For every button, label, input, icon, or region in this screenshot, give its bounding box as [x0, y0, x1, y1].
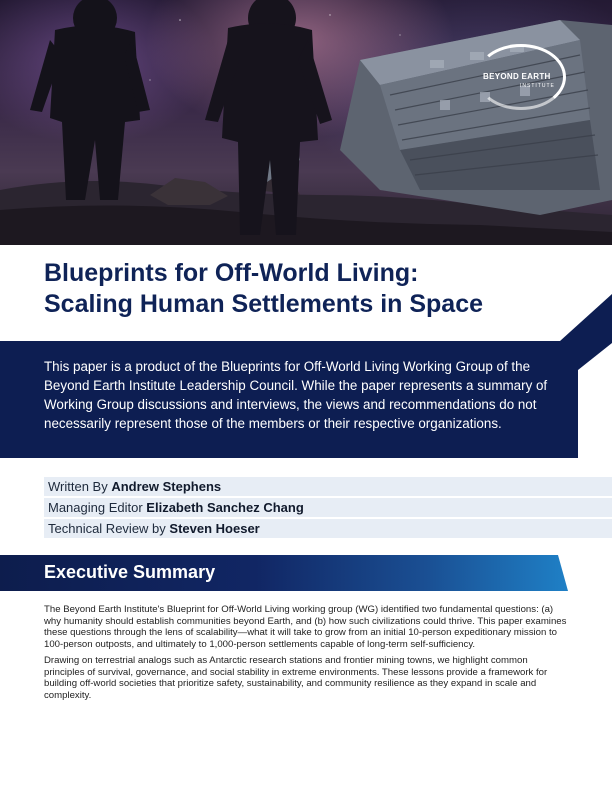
- title-line-2: Scaling Human Settlements in Space: [44, 290, 484, 318]
- credit-role: Written By: [48, 479, 108, 494]
- executive-summary-body: [44, 604, 568, 706]
- title-line-1: Blueprints for Off-World Living:: [44, 259, 419, 287]
- intro-paragraph: This paper is a product of the Blueprints for Off-World Living Working Group of the Beyond Earth Institute Leadership Council. While the paper represents a summary of Working Group discussions and interviews, the views and recommendations do not necessarily represent those of the members or their respective organizations.: [44, 359, 548, 431]
- credit-role: Technical Review by: [48, 521, 166, 536]
- credit-name: Steven Hoeser: [169, 521, 260, 536]
- credit-name: Andrew Stephens: [111, 479, 222, 494]
- credit-name: Elizabeth Sanchez Chang: [146, 500, 304, 515]
- summary-paragraph-2: Drawing on terrestrial analogs such as Antarctic research stations and frontier mining towns, we highlight common principles of survival, governance, and social stability in extreme environments. These lessons provide a framework for building off-world societies that prioritize safety, sustainability, and community resilience as they expand in scale and complexity.: [44, 654, 548, 701]
- summary-paragraph-1: The Beyond Earth Institute's Blueprint for Off-World Living working group (WG) identified two fundamental questions: (a) why humanity should establish communities beyond Earth, and (b) how such civilizations could thrive. This paper examines these questions through the lens of scalability—what it will take to grow from an initial 10-person expeditionary mission to 100-person outposts, and ultimately to 1,000-person settlements capable of long-term self-sufficiency.: [44, 604, 567, 651]
- logo-wordmark: BEYOND EARTH: [483, 72, 551, 81]
- credit-technical-review: [44, 519, 612, 538]
- executive-summary-heading: Executive Summary: [44, 562, 216, 582]
- space-scene-illustration: [0, 0, 612, 245]
- credit-writer: [44, 477, 612, 496]
- credit-role: Managing Editor: [48, 500, 143, 515]
- credits-block: [44, 477, 612, 540]
- hero-image: [0, 0, 612, 245]
- credit-managing-editor: [44, 498, 612, 517]
- logo-subtext: INSTITUTE: [520, 83, 555, 89]
